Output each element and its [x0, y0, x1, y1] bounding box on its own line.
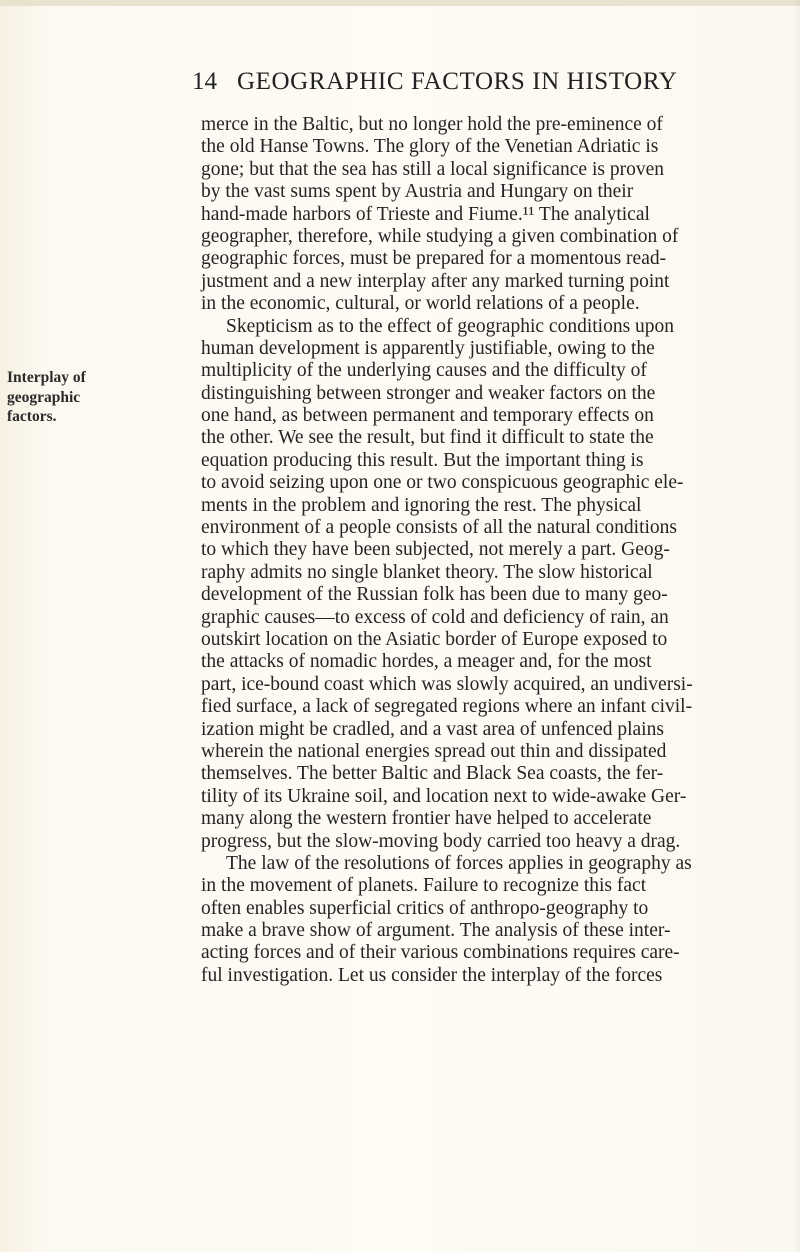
text-line: merce in the Baltic, but no longer hold the pre-eminence of	[201, 114, 663, 135]
text-line: by the vast sums spent by Austria and Hungary on their	[201, 181, 634, 203]
text-line: graphic causes—to excess of cold and deficiency of rain, an	[201, 606, 669, 628]
margin-note-line: factors.	[7, 408, 57, 425]
text-line: environment of a people consists of all the natural conditions	[201, 517, 678, 539]
text-line: acting forces and of their various combinations requires care-	[201, 942, 680, 964]
body-text	[201, 114, 751, 987]
text-line: the other. We see the result, but find it difficult to state the	[201, 427, 654, 449]
page-edge-shadow	[792, 0, 800, 1252]
text-line: human development is apparently justifiable, owing to the	[201, 337, 655, 359]
margin-note-line: geographic	[7, 388, 81, 406]
text-line: equation producing this result. But the important thing is	[201, 449, 644, 471]
text-line: the old Hanse Towns. The glory of the Venetian Adriatic is	[201, 136, 659, 158]
running-title: GEOGRAPHIC FACTORS IN HISTORY	[237, 68, 678, 95]
text-line: tility of its Ukraine soil, and location next to wide-awake Ger-	[201, 785, 687, 807]
text-line: ization might be cradled, and a vast area of unfenced plains	[201, 718, 664, 740]
text-line: often enables superficial critics of anthropo-geography to	[201, 897, 649, 919]
text-line: to which they have been subjected, not merely a part. Geog-	[201, 539, 670, 561]
text-line: many along the western frontier have helped to accelerate	[201, 808, 652, 830]
text-line: make a brave show of argument. The analysis of these inter-	[201, 920, 671, 942]
text-line: distinguishing between stronger and weaker factors on the	[201, 382, 656, 404]
text-line: geographer, therefore, while studying a given combination of	[201, 225, 679, 247]
text-line: the attacks of nomadic hordes, a meager and, for the most	[201, 651, 652, 673]
text-line: multiplicity of the underlying causes and the difficulty of	[201, 360, 647, 382]
text-line: themselves. The better Baltic and Black Sea coasts, the fer-	[201, 763, 664, 785]
text-line: progress, but the slow-moving body carried too heavy a drag.	[201, 830, 681, 852]
text-line: in the economic, cultural, or world relations of a people.	[201, 293, 640, 315]
page-number: 14	[192, 68, 217, 95]
page-header	[192, 67, 792, 101]
margin-note-line: Interplay of	[7, 369, 86, 386]
text-line: ful investigation. Let us consider the interplay of the forces	[201, 964, 663, 986]
text-line: in the movement of planets. Failure to recognize this fact	[201, 875, 647, 897]
text-line: fied surface, a lack of segregated regions where an infant civil-	[201, 696, 693, 718]
text-line: gone; but that the sea has still a local significance is proven	[201, 158, 664, 180]
text-line: to avoid seizing upon one or two conspicuous geographic ele-	[201, 472, 684, 494]
text-line: development of the Russian folk has been due to many geo-	[201, 584, 668, 606]
page-top-edge	[0, 0, 800, 6]
text-line: one hand, as between permanent and temporary effects on	[201, 405, 654, 427]
margin-note	[7, 368, 117, 427]
text-line: ments in the problem and ignoring the rest. The physical	[201, 494, 642, 516]
text-line: wherein the national energies spread out thin and dissipated	[201, 740, 667, 762]
text-line: hand-made harbors of Trieste and Fiume.¹¹ The analytical	[201, 203, 650, 225]
text-line: raphy admits no single blanket theory. The slow historical	[201, 561, 653, 583]
text-line: The law of the resolutions of forces applies in geography as	[226, 852, 692, 874]
text-line: Skepticism as to the effect of geographic conditions upon	[226, 315, 675, 337]
text-line: geographic forces, must be prepared for a momentous read-	[201, 248, 667, 270]
text-line: justment and a new interplay after any marked turning point	[201, 270, 670, 292]
text-line: outskirt location on the Asiatic border of Europe exposed to	[201, 628, 668, 650]
text-line: part, ice-bound coast which was slowly acquired, an undiversi-	[201, 673, 693, 695]
